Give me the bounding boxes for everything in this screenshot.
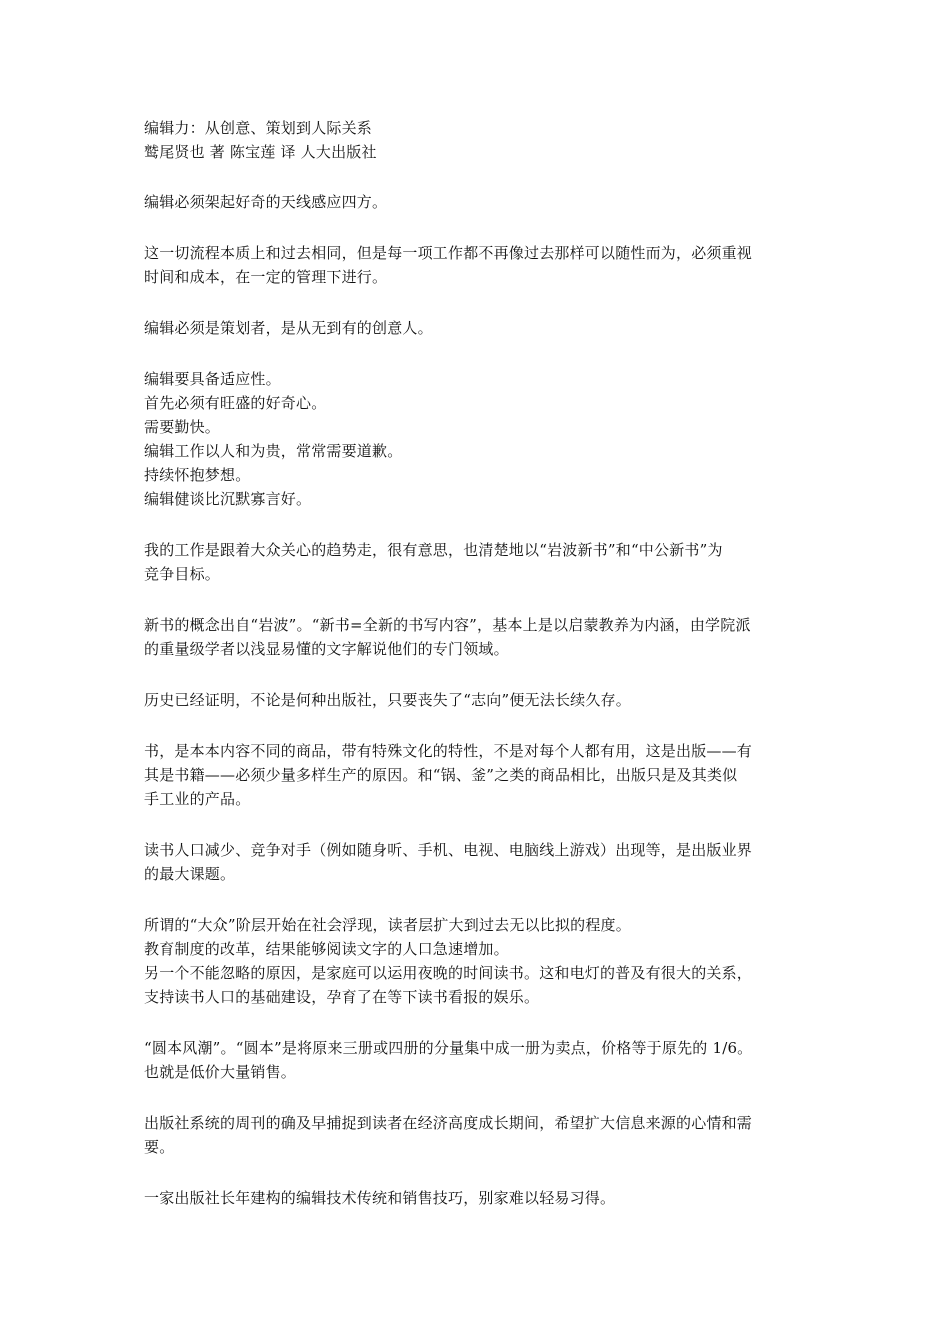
paragraph-line: 这一切流程本质上和过去相同，但是每一项工作都不再像过去那样可以随性而为，必须重视 (144, 244, 753, 262)
document-body (144, 190, 812, 1210)
paragraph-line: “圆本风潮”。“圆本”是将原来三册或四册的分量集中成一册为卖点，价格等于原先的 1/6。 (144, 1039, 753, 1057)
document-header (144, 116, 812, 164)
paragraph-line: 读书人口减少、竞争对手（例如随身听、手机、电视、电脑线上游戏）出现等，是出版业界 (144, 841, 753, 859)
paragraph-line: 其是书籍——必须少量多样生产的原因。和“锅、釜”之类的商品相比，出版只是及其类似 (144, 766, 738, 784)
paragraph-line: 出版社系统的周刊的确及早捕捉到读者在经济高度成长期间，希望扩大信息来源的心情和需 (144, 1114, 753, 1132)
paragraph (144, 838, 812, 886)
paragraph (144, 739, 812, 811)
paragraph-line: 手工业的产品。 (144, 790, 251, 808)
paragraph (144, 190, 812, 214)
paragraph (144, 367, 812, 511)
paragraph-line: 的重量级学者以浅显易懂的文字解说他们的专门领域。 (144, 640, 509, 658)
paragraph-line: 需要勤快。 (144, 418, 221, 436)
paragraph (144, 913, 812, 1009)
paragraph-line: 支持读书人口的基础建设，孕育了在等下读书看报的娱乐。 (144, 988, 540, 1006)
paragraph (144, 1111, 812, 1159)
paragraph-line: 历史已经证明，不论是何种出版社，只要丧失了“志向”便无法长续久存。 (144, 691, 631, 709)
paragraph-line: 的最大课题。 (144, 865, 236, 883)
paragraph (144, 241, 812, 289)
paragraph-line: 时间和成本，在一定的管理下进行。 (144, 268, 388, 286)
paragraph-line: 书，是本本内容不同的商品，带有特殊文化的特性，不是对每个人都有用，这是出版——有 (144, 742, 753, 760)
paragraph-line: 持续怀抱梦想。 (144, 466, 251, 484)
paragraph-line: 编辑健谈比沉默寡言好。 (144, 490, 312, 508)
paragraph-line: 一家出版社长年建构的编辑技术传统和销售技巧，别家难以轻易习得。 (144, 1189, 616, 1207)
paragraph-line: 编辑必须架起好奇的天线感应四方。 (144, 193, 388, 211)
paragraph-line: 也就是低价大量销售。 (144, 1063, 297, 1081)
paragraph (144, 1186, 812, 1210)
paragraph-line: 要。 (144, 1138, 175, 1156)
book-title: 编辑力：从创意、策划到人际关系 (144, 119, 373, 137)
paragraph-line: 我的工作是跟着大众关心的趋势走，很有意思，也清楚地以“岩波新书”和“中公新书”为 (144, 541, 723, 559)
paragraph (144, 1036, 812, 1084)
byline: 鹫尾贤也 著 陈宝莲 译 人大出版社 (144, 143, 377, 161)
paragraph (144, 613, 812, 661)
paragraph-line: 另一个不能忽略的原因，是家庭可以运用夜晚的时间读书。这和电灯的普及有很大的关系， (144, 964, 753, 982)
paragraph-line: 新书的概念出自“岩波”。“新书=全新的书写内容”，基本上是以启蒙教养为内涵，由学院派 (144, 616, 751, 634)
paragraph (144, 688, 812, 712)
paragraph (144, 316, 812, 340)
paragraph-line: 编辑工作以人和为贵，常常需要道歉。 (144, 442, 403, 460)
paragraph-line: 首先必须有旺盛的好奇心。 (144, 394, 327, 412)
paragraph-line: 竞争目标。 (144, 565, 221, 583)
paragraph-line: 教育制度的改革，结果能够阅读文字的人口急速增加。 (144, 940, 509, 958)
paragraph-line: 编辑必须是策划者，是从无到有的创意人。 (144, 319, 433, 337)
paragraph (144, 538, 812, 586)
paragraph-line: 所谓的“大众”阶层开始在社会浮现，读者层扩大到过去无以比拟的程度。 (144, 916, 631, 934)
paragraph-line: 编辑要具备适应性。 (144, 370, 281, 388)
